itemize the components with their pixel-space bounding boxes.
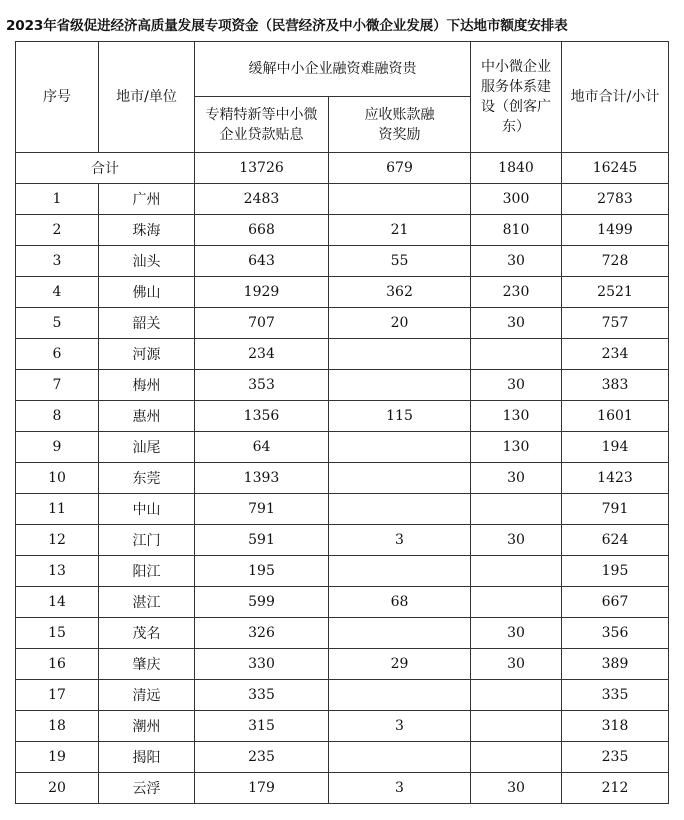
row-index: 1 xyxy=(16,184,99,215)
table-row xyxy=(16,370,669,401)
row-loan-subsidy: 791 xyxy=(195,494,329,525)
row-receivable-reward xyxy=(329,463,471,494)
total-label: 合计 xyxy=(16,153,195,184)
row-index: 15 xyxy=(16,618,99,649)
row-city: 云浮 xyxy=(99,773,195,804)
row-index: 14 xyxy=(16,587,99,618)
row-service-system: 130 xyxy=(471,401,562,432)
row-receivable-reward: 20 xyxy=(329,308,471,339)
row-service-system xyxy=(471,680,562,711)
row-receivable-reward xyxy=(329,618,471,649)
row-loan-subsidy: 326 xyxy=(195,618,329,649)
row-subtotal: 234 xyxy=(562,339,669,370)
row-subtotal: 2783 xyxy=(562,184,669,215)
row-subtotal: 624 xyxy=(562,525,669,556)
table-row xyxy=(16,742,669,773)
row-receivable-reward xyxy=(329,432,471,463)
row-city: 江门 xyxy=(99,525,195,556)
row-subtotal: 383 xyxy=(562,370,669,401)
row-service-system: 230 xyxy=(471,277,562,308)
row-subtotal: 389 xyxy=(562,649,669,680)
row-city: 佛山 xyxy=(99,277,195,308)
row-receivable-reward xyxy=(329,370,471,401)
total-row xyxy=(16,153,669,184)
row-service-system: 30 xyxy=(471,618,562,649)
row-receivable-reward: 29 xyxy=(329,649,471,680)
row-city: 阳江 xyxy=(99,556,195,587)
row-index: 3 xyxy=(16,246,99,277)
row-subtotal: 2521 xyxy=(562,277,669,308)
row-loan-subsidy: 179 xyxy=(195,773,329,804)
table-row xyxy=(16,246,669,277)
row-receivable-reward: 68 xyxy=(329,587,471,618)
table-row xyxy=(16,277,669,308)
table-row xyxy=(16,339,669,370)
row-receivable-reward: 3 xyxy=(329,773,471,804)
row-index: 17 xyxy=(16,680,99,711)
row-city: 汕尾 xyxy=(99,432,195,463)
row-subtotal: 195 xyxy=(562,556,669,587)
row-subtotal: 1499 xyxy=(562,215,669,246)
row-index: 19 xyxy=(16,742,99,773)
header-service-system: 中小微企业服务体系建设（创客广东） xyxy=(471,42,562,153)
row-receivable-reward: 3 xyxy=(329,525,471,556)
row-loan-subsidy: 591 xyxy=(195,525,329,556)
row-service-system: 30 xyxy=(471,525,562,556)
table-row xyxy=(16,649,669,680)
row-subtotal: 335 xyxy=(562,680,669,711)
row-city: 茂名 xyxy=(99,618,195,649)
row-receivable-reward xyxy=(329,680,471,711)
row-index: 16 xyxy=(16,649,99,680)
table-row xyxy=(16,494,669,525)
row-subtotal: 356 xyxy=(562,618,669,649)
row-service-system: 130 xyxy=(471,432,562,463)
row-loan-subsidy: 1356 xyxy=(195,401,329,432)
table-row xyxy=(16,587,669,618)
table-row xyxy=(16,308,669,339)
table-row xyxy=(16,463,669,494)
row-service-system: 30 xyxy=(471,649,562,680)
row-city: 潮州 xyxy=(99,711,195,742)
table-row xyxy=(16,215,669,246)
row-subtotal: 728 xyxy=(562,246,669,277)
row-city: 清远 xyxy=(99,680,195,711)
row-loan-subsidy: 335 xyxy=(195,680,329,711)
row-subtotal: 212 xyxy=(562,773,669,804)
row-subtotal: 1601 xyxy=(562,401,669,432)
table-row xyxy=(16,184,669,215)
row-index: 12 xyxy=(16,525,99,556)
row-service-system: 30 xyxy=(471,463,562,494)
table-row xyxy=(16,556,669,587)
row-loan-subsidy: 643 xyxy=(195,246,329,277)
row-index: 7 xyxy=(16,370,99,401)
table-row xyxy=(16,401,669,432)
row-receivable-reward: 362 xyxy=(329,277,471,308)
row-loan-subsidy: 1393 xyxy=(195,463,329,494)
row-receivable-reward: 55 xyxy=(329,246,471,277)
row-receivable-reward: 115 xyxy=(329,401,471,432)
row-receivable-reward xyxy=(329,339,471,370)
row-index: 13 xyxy=(16,556,99,587)
row-loan-subsidy: 2483 xyxy=(195,184,329,215)
row-loan-subsidy: 330 xyxy=(195,649,329,680)
header-financing-group: 缓解中小企业融资难融资贵 xyxy=(195,42,471,97)
header-index: 序号 xyxy=(16,42,99,153)
row-service-system xyxy=(471,339,562,370)
row-loan-subsidy: 234 xyxy=(195,339,329,370)
total-receivable-reward: 679 xyxy=(329,153,471,184)
row-loan-subsidy: 707 xyxy=(195,308,329,339)
row-index: 9 xyxy=(16,432,99,463)
row-city: 河源 xyxy=(99,339,195,370)
row-index: 10 xyxy=(16,463,99,494)
total-loan-subsidy: 13726 xyxy=(195,153,329,184)
row-service-system xyxy=(471,587,562,618)
row-service-system: 810 xyxy=(471,215,562,246)
row-loan-subsidy: 195 xyxy=(195,556,329,587)
row-loan-subsidy: 315 xyxy=(195,711,329,742)
row-subtotal: 757 xyxy=(562,308,669,339)
row-loan-subsidy: 1929 xyxy=(195,277,329,308)
row-subtotal: 194 xyxy=(562,432,669,463)
table-row xyxy=(16,618,669,649)
row-index: 20 xyxy=(16,773,99,804)
table-row xyxy=(16,680,669,711)
row-subtotal: 667 xyxy=(562,587,669,618)
row-service-system xyxy=(471,556,562,587)
row-city: 揭阳 xyxy=(99,742,195,773)
row-receivable-reward: 3 xyxy=(329,711,471,742)
table-row xyxy=(16,525,669,556)
row-receivable-reward xyxy=(329,494,471,525)
row-receivable-reward xyxy=(329,184,471,215)
row-subtotal: 235 xyxy=(562,742,669,773)
header-region: 地市/单位 xyxy=(99,42,195,153)
row-index: 6 xyxy=(16,339,99,370)
header-loan-subsidy: 专精特新等中小微企业贷款贴息 xyxy=(195,97,329,153)
row-city: 中山 xyxy=(99,494,195,525)
row-loan-subsidy: 668 xyxy=(195,215,329,246)
row-service-system: 30 xyxy=(471,370,562,401)
row-subtotal: 318 xyxy=(562,711,669,742)
row-city: 广州 xyxy=(99,184,195,215)
row-receivable-reward xyxy=(329,742,471,773)
row-service-system: 300 xyxy=(471,184,562,215)
row-city: 汕头 xyxy=(99,246,195,277)
row-loan-subsidy: 599 xyxy=(195,587,329,618)
row-loan-subsidy: 235 xyxy=(195,742,329,773)
row-loan-subsidy: 353 xyxy=(195,370,329,401)
header-subtotal: 地市合计/小计 xyxy=(562,42,669,153)
row-index: 2 xyxy=(16,215,99,246)
total-subtotal: 16245 xyxy=(562,153,669,184)
row-subtotal: 1423 xyxy=(562,463,669,494)
row-index: 5 xyxy=(16,308,99,339)
row-service-system: 30 xyxy=(471,308,562,339)
table-row xyxy=(16,711,669,742)
allocation-table xyxy=(15,41,669,804)
row-index: 11 xyxy=(16,494,99,525)
row-service-system xyxy=(471,711,562,742)
row-service-system xyxy=(471,494,562,525)
row-city: 肇庆 xyxy=(99,649,195,680)
row-service-system: 30 xyxy=(471,246,562,277)
row-city: 梅州 xyxy=(99,370,195,401)
row-loan-subsidy: 64 xyxy=(195,432,329,463)
total-service-system: 1840 xyxy=(471,153,562,184)
row-service-system xyxy=(471,742,562,773)
row-city: 惠州 xyxy=(99,401,195,432)
row-index: 4 xyxy=(16,277,99,308)
header-row-1 xyxy=(16,42,669,97)
row-city: 珠海 xyxy=(99,215,195,246)
header-receivable-reward: 应收账款融资奖励 xyxy=(329,97,471,153)
row-index: 18 xyxy=(16,711,99,742)
row-receivable-reward: 21 xyxy=(329,215,471,246)
row-city: 湛江 xyxy=(99,587,195,618)
row-subtotal: 791 xyxy=(562,494,669,525)
table-row xyxy=(16,773,669,804)
row-index: 8 xyxy=(16,401,99,432)
document-title: 2023年省级促进经济高质量发展专项资金（民营经济及中小微企业发展）下达地市额度安排表 xyxy=(6,18,568,34)
row-city: 东莞 xyxy=(99,463,195,494)
row-city: 韶关 xyxy=(99,308,195,339)
row-receivable-reward xyxy=(329,556,471,587)
row-service-system: 30 xyxy=(471,773,562,804)
table-row xyxy=(16,432,669,463)
